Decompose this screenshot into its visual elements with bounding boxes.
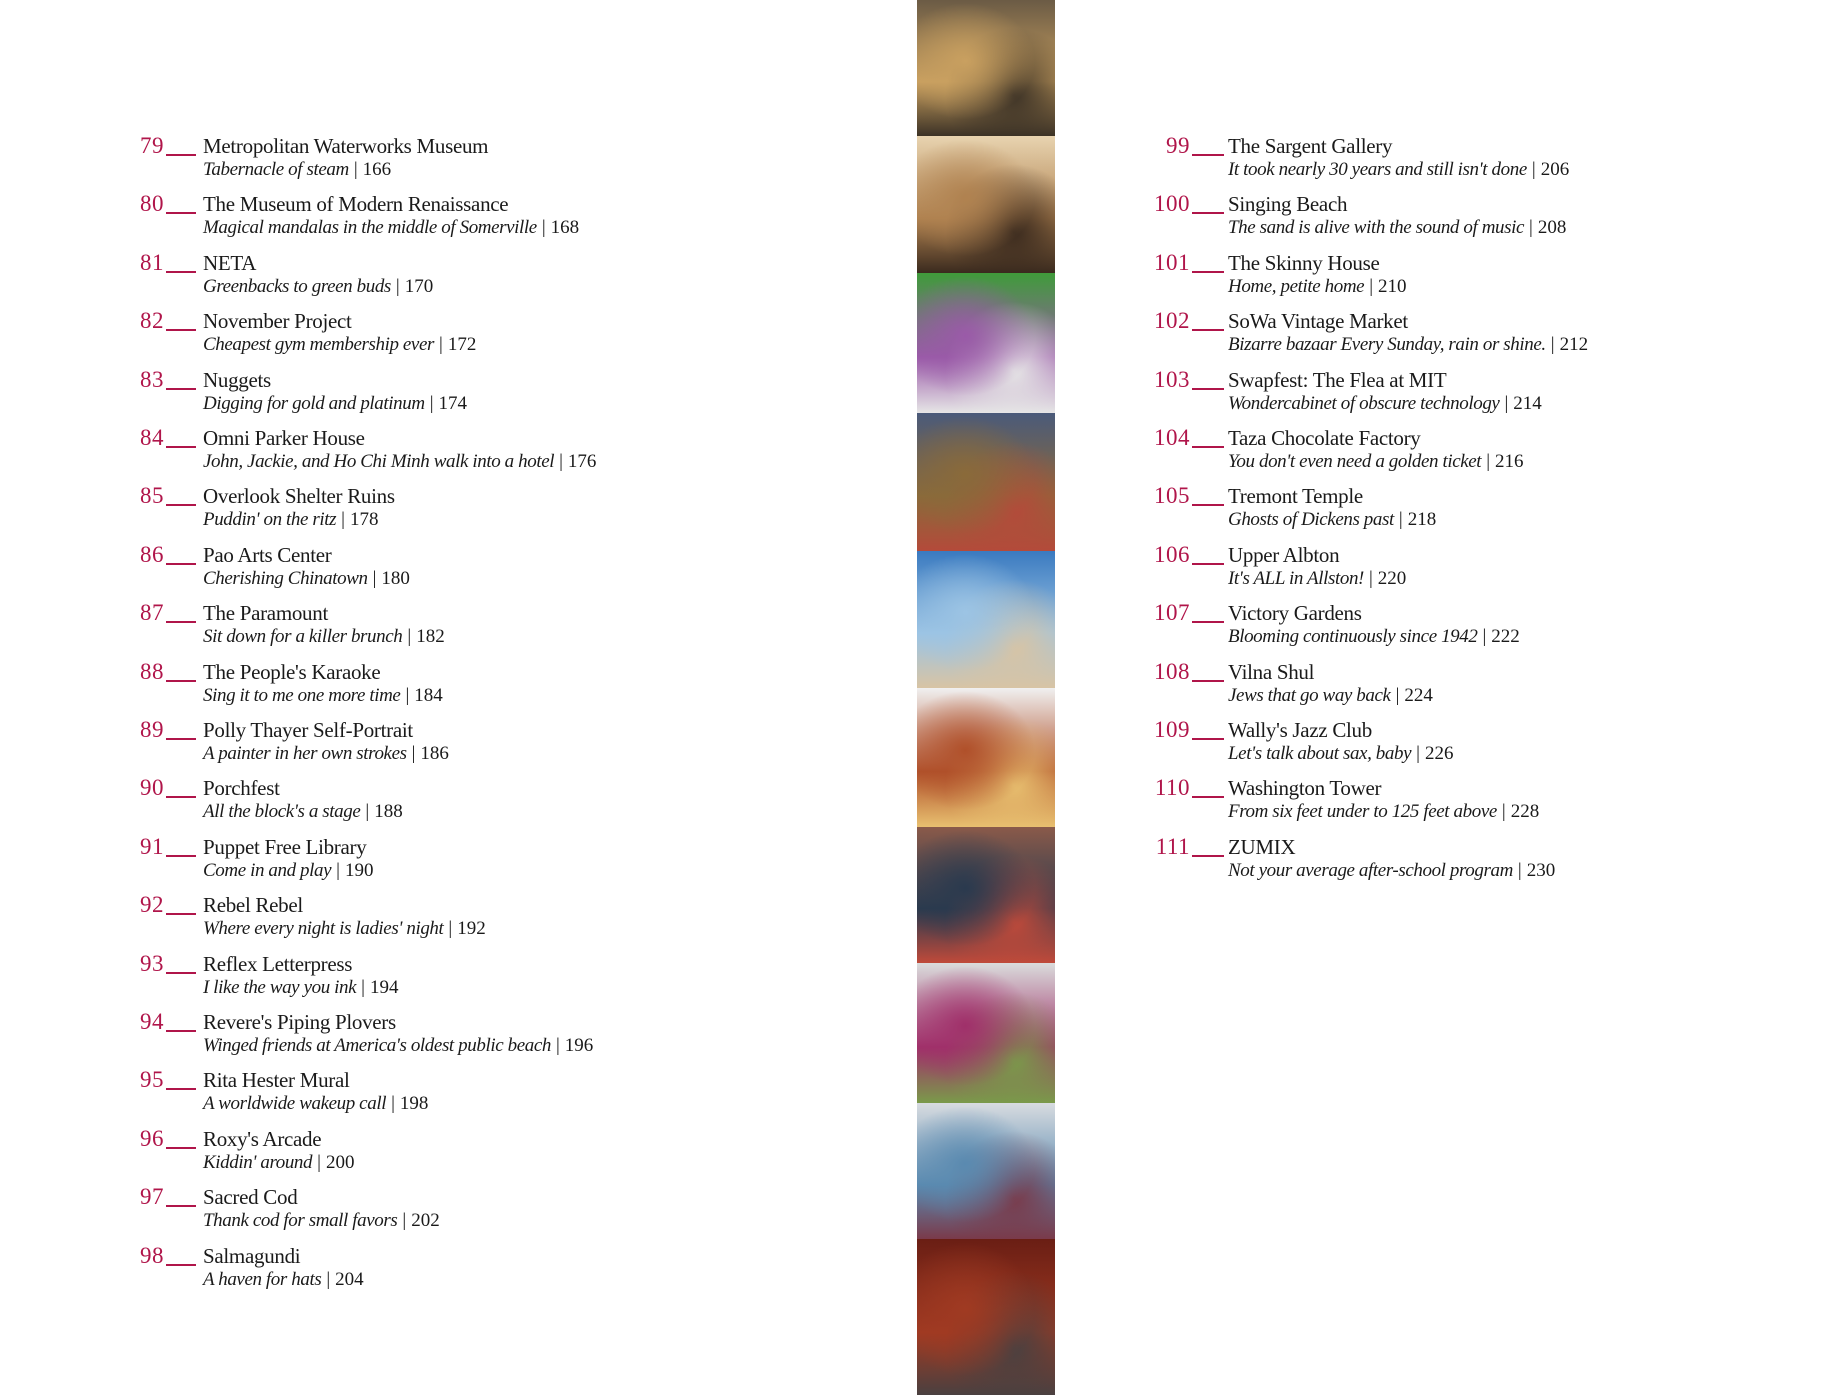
entry-number: 86 xyxy=(140,541,164,567)
entry-number: 108 xyxy=(1154,658,1190,684)
page-separator: | xyxy=(1368,567,1373,589)
entry-title: Omni Parker House xyxy=(203,426,365,450)
page-separator: | xyxy=(402,1210,407,1232)
entry-subtitle xyxy=(1228,392,1542,416)
entry-title: Metropolitan Waterworks Museum xyxy=(203,134,489,158)
number-rule xyxy=(166,972,196,974)
entry-tagline: Bizarre bazaar Every Sunday, rain or shine. xyxy=(1228,334,1546,356)
number-rule xyxy=(166,446,196,448)
page-number: 168 xyxy=(550,217,580,239)
page-number: 210 xyxy=(1378,275,1407,297)
toc-entry[interactable] xyxy=(0,834,900,890)
page-separator: | xyxy=(365,801,370,823)
entry-tagline: Blooming continuously since 1942 xyxy=(1228,626,1478,648)
page-number: 176 xyxy=(567,451,597,472)
page-number: 186 xyxy=(420,743,449,764)
page-number: 222 xyxy=(1491,626,1520,648)
page-number: 194 xyxy=(369,976,399,998)
entry-title: Rita Hester Mural xyxy=(203,1068,350,1093)
entry-tagline: Wondercabinet of obscure technology xyxy=(1228,392,1500,414)
page-number: 204 xyxy=(335,1268,364,1290)
page-number: 172 xyxy=(447,334,477,356)
entry-title: November Project xyxy=(203,309,352,334)
entry-subtitle xyxy=(1228,508,1436,532)
entry-number: 102 xyxy=(1154,308,1190,334)
number-rule xyxy=(166,1030,196,1032)
toc-entry[interactable] xyxy=(1080,250,1838,306)
entry-title: Tremont Temple xyxy=(1228,484,1363,509)
photo-hanging-sign xyxy=(917,827,1055,963)
page-number: 166 xyxy=(362,159,392,180)
page-separator: | xyxy=(1482,626,1487,648)
number-rule xyxy=(166,1088,196,1090)
entry-title: Puppet Free Library xyxy=(203,834,367,859)
entry-number: 100 xyxy=(1154,191,1190,217)
entry-tagline: Magical mandalas in the middle of Somerville xyxy=(203,217,537,239)
page-number: 174 xyxy=(438,392,468,414)
toc-entry[interactable] xyxy=(0,133,900,189)
entry-tagline: Jews that go way back xyxy=(1228,684,1391,706)
toc-entry[interactable] xyxy=(0,425,900,481)
toc-entry[interactable] xyxy=(1080,425,1838,481)
entry-subtitle xyxy=(1228,684,1433,708)
entry-subtitle xyxy=(1228,275,1407,299)
page-separator: | xyxy=(336,859,340,881)
entry-tagline: Sit down for a killer brunch xyxy=(203,626,403,648)
entry-subtitle xyxy=(203,1268,364,1292)
entry-number: 80 xyxy=(140,191,164,217)
number-rule xyxy=(1192,329,1224,331)
toc-entry[interactable] xyxy=(0,600,900,656)
photo-portrait-painting xyxy=(917,413,1055,551)
page-separator: | xyxy=(541,217,546,239)
toc-entry[interactable] xyxy=(0,542,900,598)
entry-title: Polly Thayer Self-Portrait xyxy=(203,718,413,742)
page-number: 214 xyxy=(1513,392,1542,414)
number-rule xyxy=(1192,738,1224,740)
entry-subtitle xyxy=(203,333,476,357)
number-rule xyxy=(166,680,196,682)
number-rule xyxy=(166,1264,196,1266)
number-rule xyxy=(1192,563,1224,565)
entry-tagline: It took nearly 30 years and still isn't done xyxy=(1228,159,1527,180)
number-rule xyxy=(166,388,196,390)
photo-beach xyxy=(917,551,1055,688)
entry-title: ZUMIX xyxy=(1228,834,1296,859)
entry-subtitle xyxy=(203,1209,440,1233)
toc-entry[interactable] xyxy=(0,775,900,831)
entry-title: Singing Beach xyxy=(1228,192,1348,217)
entry-subtitle xyxy=(1228,567,1406,591)
toc-entry[interactable] xyxy=(1080,191,1838,247)
photo-chocolate-package xyxy=(917,1239,1055,1395)
page-number: 228 xyxy=(1510,801,1540,823)
photo-strip xyxy=(917,0,1055,1395)
toc-entry[interactable] xyxy=(0,308,900,364)
entry-subtitle xyxy=(203,508,378,532)
number-rule xyxy=(166,329,196,331)
entry-number: 104 xyxy=(1154,425,1190,450)
page-separator: | xyxy=(372,567,377,589)
page-number: 230 xyxy=(1526,859,1556,881)
entry-tagline: Thank cod for small favors xyxy=(203,1210,398,1232)
entry-number: 106 xyxy=(1154,541,1190,567)
entry-number: 92 xyxy=(140,892,164,918)
entry-subtitle xyxy=(1228,800,1539,824)
toc-entry[interactable] xyxy=(1080,133,1838,189)
number-rule xyxy=(166,504,196,506)
page-separator: | xyxy=(395,275,400,297)
entry-subtitle xyxy=(203,275,433,299)
entry-title: Rebel Rebel xyxy=(203,893,303,918)
entry-tagline: I like the way you ink xyxy=(203,976,357,998)
page-separator: | xyxy=(317,1151,321,1173)
page-number: 196 xyxy=(564,1035,594,1056)
entry-title: Overlook Shelter Ruins xyxy=(203,484,395,509)
entry-subtitle xyxy=(203,742,449,766)
toc-entry[interactable] xyxy=(0,483,900,539)
number-rule xyxy=(166,212,196,214)
entry-tagline: Cheapest gym membership ever xyxy=(203,334,434,356)
toc-entry[interactable] xyxy=(1080,659,1838,715)
entry-tagline: Home, petite home xyxy=(1228,275,1365,297)
number-rule xyxy=(1192,446,1224,448)
toc-entry[interactable] xyxy=(0,191,900,247)
toc-entry[interactable] xyxy=(0,1009,900,1065)
number-rule xyxy=(1192,680,1224,682)
entry-tagline: A haven for hats xyxy=(203,1268,322,1290)
entry-number: 83 xyxy=(140,366,164,392)
entry-title: The Skinny House xyxy=(1228,250,1380,275)
toc-entry[interactable] xyxy=(0,1067,900,1123)
entry-subtitle xyxy=(1228,158,1569,182)
entry-title: Wally's Jazz Club xyxy=(1228,718,1372,742)
entry-title: Nuggets xyxy=(203,367,271,392)
entry-tagline: Kiddin' around xyxy=(203,1151,313,1173)
page-separator: | xyxy=(405,684,410,706)
entry-number: 93 xyxy=(140,950,164,976)
page-separator: | xyxy=(1531,159,1536,180)
entry-subtitle xyxy=(203,216,579,240)
entry-title: Swapfest: The Flea at MIT xyxy=(1228,367,1447,392)
page-separator: | xyxy=(1369,275,1373,297)
page-separator: | xyxy=(1550,334,1555,356)
number-rule xyxy=(1192,855,1224,857)
toc-entry[interactable] xyxy=(0,250,900,306)
toc-entry[interactable] xyxy=(0,717,900,773)
number-rule xyxy=(166,855,196,857)
page-number: 220 xyxy=(1377,567,1407,589)
page-separator: | xyxy=(1504,392,1509,414)
page-separator: | xyxy=(341,509,345,531)
entry-number: 90 xyxy=(140,775,164,801)
entry-subtitle xyxy=(203,158,391,182)
toc-entry[interactable] xyxy=(0,367,900,423)
page-number: 190 xyxy=(344,859,374,881)
entry-tagline: All the block's a stage xyxy=(203,801,361,823)
page-separator: | xyxy=(361,976,365,998)
entry-number: 91 xyxy=(140,833,164,859)
page-separator: | xyxy=(326,1268,331,1290)
entry-subtitle xyxy=(203,917,486,941)
entry-title: Washington Tower xyxy=(1228,776,1382,801)
page-number: 182 xyxy=(416,626,445,648)
entry-title: Taza Chocolate Factory xyxy=(1228,426,1421,450)
number-rule xyxy=(1192,271,1224,273)
toc-entry[interactable] xyxy=(0,659,900,715)
entry-tagline: Sing it to me one more time xyxy=(203,684,401,706)
page-separator: | xyxy=(1398,509,1403,531)
page-number: 208 xyxy=(1537,217,1567,239)
entry-title: SoWa Vintage Market xyxy=(1228,309,1408,334)
number-rule xyxy=(166,563,196,565)
entry-subtitle xyxy=(203,1092,428,1116)
number-rule xyxy=(166,796,196,798)
entry-subtitle xyxy=(203,800,403,824)
page-number: 180 xyxy=(381,567,410,589)
entry-tagline: Not your average after-school program xyxy=(1228,859,1513,881)
number-rule xyxy=(166,1147,196,1149)
entry-tagline: Puddin' on the ritz xyxy=(203,509,337,531)
page-number: 188 xyxy=(374,801,403,823)
entry-title: The Museum of Modern Renaissance xyxy=(203,192,509,217)
number-rule xyxy=(1192,388,1224,390)
number-rule xyxy=(1192,504,1224,506)
entry-subtitle xyxy=(1228,625,1520,649)
entry-tagline: Tabernacle of steam xyxy=(203,159,349,180)
toc-entry[interactable] xyxy=(0,892,900,948)
page-number: 200 xyxy=(325,1151,355,1173)
toc-entry[interactable] xyxy=(1080,717,1838,773)
page-number: 178 xyxy=(349,509,379,531)
number-rule xyxy=(166,913,196,915)
number-rule xyxy=(1192,154,1224,156)
entry-tagline: The sand is alive with the sound of music xyxy=(1228,217,1525,239)
entry-title: Victory Gardens xyxy=(1228,601,1362,626)
entry-tagline: John, Jackie, and Ho Chi Minh walk into a hotel xyxy=(203,451,555,472)
entry-number: 105 xyxy=(1154,483,1190,509)
photo-flowers xyxy=(917,963,1055,1103)
entry-subtitle xyxy=(1228,216,1566,240)
entry-subtitle xyxy=(203,1151,354,1175)
toc-entry[interactable] xyxy=(1080,834,1838,890)
page-separator: | xyxy=(1529,217,1533,239)
page-number: 184 xyxy=(414,684,443,706)
number-rule xyxy=(166,271,196,273)
page-separator: | xyxy=(1517,859,1522,881)
page-separator: | xyxy=(1395,684,1400,706)
entry-subtitle xyxy=(1228,333,1588,357)
entry-number: 99 xyxy=(1166,133,1190,158)
page-number: 216 xyxy=(1495,451,1524,472)
entry-title: Revere's Piping Plovers xyxy=(203,1010,396,1034)
entry-subtitle xyxy=(203,625,445,649)
entry-tagline: Winged friends at America's oldest public beach xyxy=(203,1035,551,1056)
entry-number: 97 xyxy=(140,1184,164,1210)
entry-title: Roxy's Arcade xyxy=(203,1126,322,1151)
entry-title: Upper Albton xyxy=(1228,542,1340,567)
entry-tagline: Ghosts of Dickens past xyxy=(1228,509,1394,531)
entry-number: 89 xyxy=(140,717,164,742)
photo-food-plate xyxy=(917,688,1055,827)
entry-subtitle xyxy=(1228,859,1555,883)
page-number: 218 xyxy=(1407,509,1437,531)
toc-entry[interactable] xyxy=(1080,367,1838,423)
number-rule xyxy=(1192,621,1224,623)
page-separator: | xyxy=(1486,451,1490,472)
toc-entry[interactable] xyxy=(0,1243,900,1299)
entry-tagline: Let's talk about sax, baby xyxy=(1228,743,1412,764)
entry-title: Salmagundi xyxy=(203,1243,301,1268)
number-rule xyxy=(1192,212,1224,214)
entry-subtitle xyxy=(203,976,398,1000)
entry-subtitle xyxy=(203,392,467,416)
page-separator: | xyxy=(448,918,453,940)
entry-tagline: A painter in her own strokes xyxy=(203,743,407,764)
photo-runners-at-sunset xyxy=(917,136,1055,273)
photo-theater-marquee xyxy=(917,0,1055,136)
entry-title: Pao Arts Center xyxy=(203,542,332,567)
entry-number: 110 xyxy=(1154,775,1190,801)
entry-subtitle xyxy=(1228,742,1453,766)
page-separator: | xyxy=(391,1093,395,1115)
entry-tagline: You don't even need a golden ticket xyxy=(1228,451,1482,472)
page-number: 206 xyxy=(1540,159,1570,180)
page-separator: | xyxy=(353,159,358,180)
toc-entry[interactable] xyxy=(0,1126,900,1182)
entry-subtitle xyxy=(203,567,410,591)
page-separator: | xyxy=(439,334,443,356)
entry-tagline: Greenbacks to green buds xyxy=(203,275,391,297)
number-rule xyxy=(1192,796,1224,798)
page-separator: | xyxy=(411,743,416,764)
entry-number: 103 xyxy=(1154,366,1190,392)
entry-title: The Paramount xyxy=(203,601,328,626)
number-rule xyxy=(166,1205,196,1207)
entry-title: Vilna Shul xyxy=(1228,659,1315,684)
entry-title: Porchfest xyxy=(203,776,280,801)
toc-entry[interactable] xyxy=(1080,308,1838,364)
entry-title: Sacred Cod xyxy=(203,1185,298,1210)
photo-green-mask xyxy=(917,273,1055,413)
entry-number: 85 xyxy=(140,483,164,509)
toc-entry[interactable] xyxy=(0,1184,900,1240)
page-number: 202 xyxy=(411,1210,440,1232)
toc-entry[interactable] xyxy=(0,951,900,1007)
page-separator: | xyxy=(407,626,412,648)
page-separator: | xyxy=(559,451,563,472)
entry-subtitle xyxy=(203,450,596,474)
entry-subtitle xyxy=(203,684,443,708)
entry-title: Reflex Letterpress xyxy=(203,951,353,976)
entry-number: 109 xyxy=(1154,717,1190,742)
entry-number: 111 xyxy=(1155,833,1190,859)
page-separator: | xyxy=(1501,801,1506,823)
entry-tagline: Digging for gold and platinum xyxy=(203,392,425,414)
entry-number: 94 xyxy=(140,1009,164,1034)
entry-subtitle xyxy=(203,1034,593,1058)
entry-number: 79 xyxy=(140,133,164,158)
page-number: 226 xyxy=(1424,743,1454,764)
entry-tagline: Cherishing Chinatown xyxy=(203,567,368,589)
entry-tagline: From six feet under to 125 feet above xyxy=(1228,801,1497,823)
entry-number: 82 xyxy=(140,308,164,334)
entry-number: 107 xyxy=(1154,600,1190,626)
toc-entry[interactable] xyxy=(1080,600,1838,656)
page-separator: | xyxy=(429,392,434,414)
entry-number: 88 xyxy=(140,658,164,684)
entry-number: 95 xyxy=(140,1067,164,1093)
entry-title: The People's Karaoke xyxy=(203,659,381,684)
entry-number: 84 xyxy=(140,425,164,450)
page-number: 198 xyxy=(399,1093,429,1115)
entry-number: 98 xyxy=(140,1242,164,1268)
number-rule xyxy=(166,738,196,740)
entry-number: 96 xyxy=(140,1125,164,1151)
entry-subtitle xyxy=(203,859,373,883)
entry-title: The Sargent Gallery xyxy=(1228,134,1393,158)
page-number: 224 xyxy=(1404,684,1433,706)
page-number: 170 xyxy=(404,275,434,297)
photo-people-at-market xyxy=(917,1103,1055,1239)
toc-entry[interactable] xyxy=(1080,483,1838,539)
toc-entry[interactable] xyxy=(1080,775,1838,831)
number-rule xyxy=(166,154,196,156)
page-separator: | xyxy=(555,1035,560,1056)
entry-tagline: Come in and play xyxy=(203,859,332,881)
entry-number: 87 xyxy=(140,600,164,626)
entry-number: 81 xyxy=(140,249,164,275)
number-rule xyxy=(166,621,196,623)
page-separator: | xyxy=(1416,743,1420,764)
entry-tagline: A worldwide wakeup call xyxy=(203,1093,387,1115)
toc-entry[interactable] xyxy=(1080,542,1838,598)
entry-subtitle xyxy=(1228,450,1524,474)
entry-title: NETA xyxy=(203,250,257,275)
page-number: 192 xyxy=(457,918,486,940)
entry-tagline: It's ALL in Allston! xyxy=(1228,567,1364,589)
page-number: 212 xyxy=(1559,334,1589,356)
entry-number: 101 xyxy=(1154,249,1190,275)
entry-tagline: Where every night is ladies' night xyxy=(203,918,444,940)
